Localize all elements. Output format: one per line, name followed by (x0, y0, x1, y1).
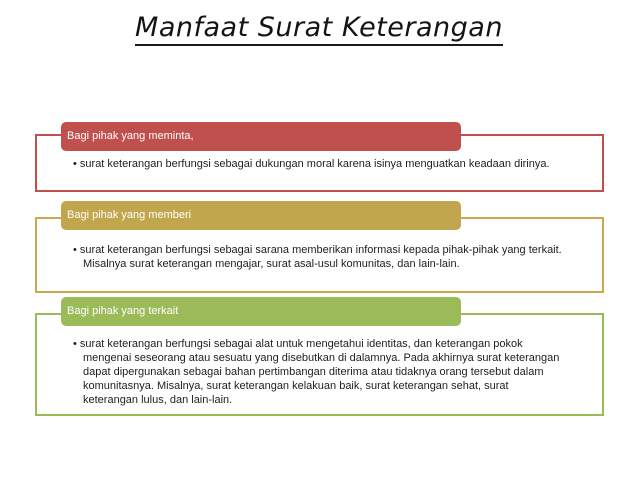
section-label-memberi: Bagi pihak yang memberi (61, 201, 461, 230)
section-label-meminta: Bagi pihak yang meminta, (61, 122, 461, 151)
slide-title-text: Manfaat Surat Keterangan (135, 12, 503, 46)
section-label-terkait: Bagi pihak yang terkait (61, 297, 461, 326)
section-bullet-terkait: • surat keterangan berfungsi sebagai alat untuk mengetahui identitas, dan keterangan pokok mengenai seseorang atau sesuatu yang disebutkan di dalamnya. Pada akhirnya surat keterangan dapat dipergunakan sebagai bahan pertimbangan diterima atau tidaknya orang tersebut dalam komunitasnya. Misalnya, surat keterangan kelakuan baik, surat keterangan sehat, surat keterangan lulus, dan lain-lain. (73, 338, 560, 406)
section-bullet-meminta: • surat keterangan berfungsi sebagai dukungan moral karena isinya menguatkan keadaan dirinya. (73, 158, 550, 170)
slide-title (0, 10, 638, 46)
section-box-terkait (35, 313, 604, 416)
section-text-terkait (73, 337, 562, 407)
section-bullet-memberi: • surat keterangan berfungsi sebagai sarana memberikan informasi kepada pihak-pihak yang terkait. Misalnya surat keterangan mengajar, surat asal-usul komunitas, dan lain-lain. (73, 244, 562, 270)
section-text-memberi (73, 243, 562, 271)
section-text-meminta (73, 157, 562, 171)
